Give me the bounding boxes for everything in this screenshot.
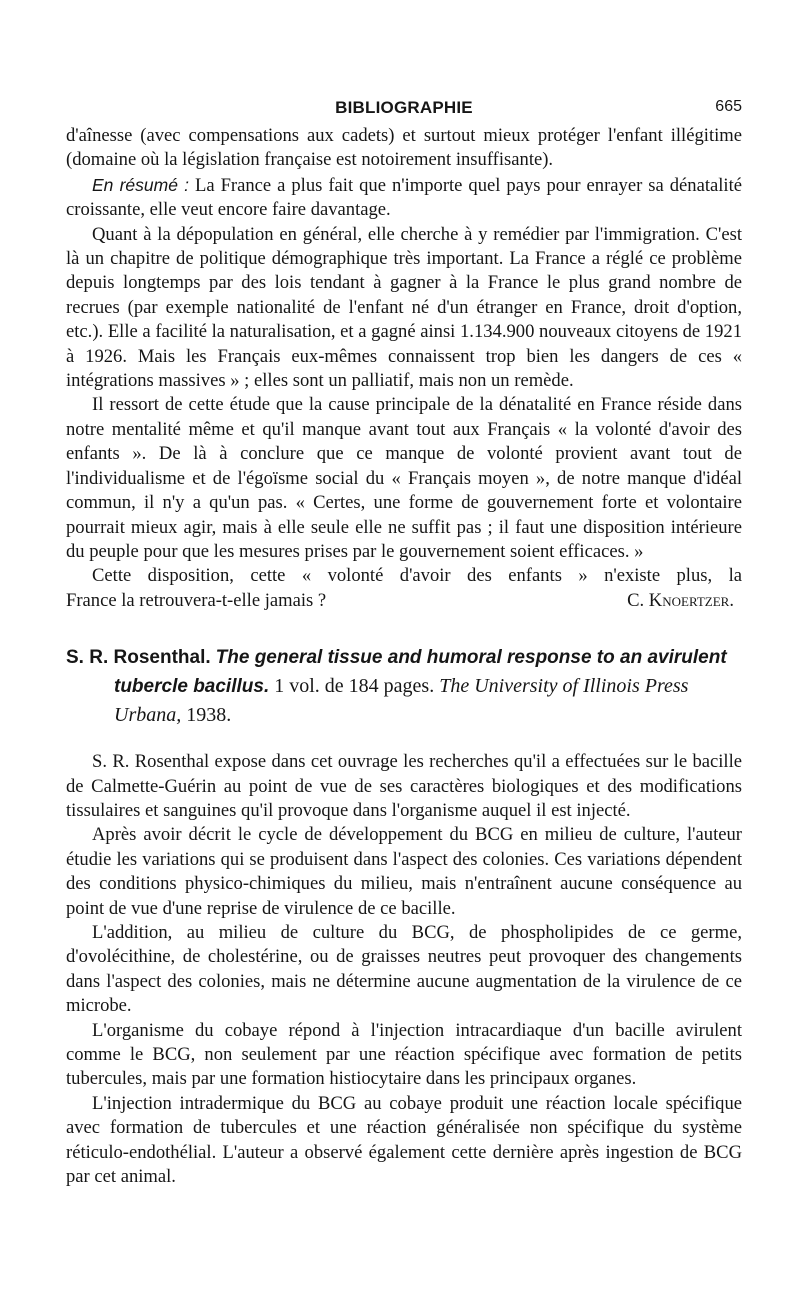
closing-line (66, 589, 742, 613)
review1-paragraph-2 (66, 173, 742, 223)
summary-text: La France a plus fait que n'importe quel pays pour enrayer sa dénatalité croissante, elle veut encore faire davantage. (66, 174, 742, 221)
entry-year: 1938. (181, 704, 232, 727)
reviewer-signature: C. Knoertzer. (627, 589, 734, 611)
running-header (66, 98, 742, 124)
section-title: BIBLIOGRAPHIE (335, 98, 473, 117)
review2-paragraph-3: L'addition, au milieu de culture du BCG, de phospholipides de ce germe, d'ovolécithine, de cholestérine, ou de graisses neutres peut provoquer des changements dans l'aspect des colonies, mais ne détermine aucune augmentation de la virulence de ce microbe. (66, 921, 742, 1017)
bibliography-entry (66, 643, 742, 729)
review1-paragraph-5: Cette disposition, cette « volonté d'avoir des enfants » n'existe plus, la (92, 565, 742, 587)
summary-lead: En résumé : (92, 174, 190, 195)
review-rosenthal (66, 750, 742, 1189)
review2-paragraph-1: S. R. Rosenthal expose dans cet ouvrage les recherches qu'il a effectuées sur le bacille de Calmette-Guérin au point de vue de ses caractères biologiques et des modifications tissulaires et sanguines qu'il provoque dans l'organisme auquel il est injecté. (66, 751, 742, 821)
closing-question: France la retrouvera-t-elle jamais ? (66, 589, 327, 611)
entry-author: S. R. Rosenthal. (66, 647, 211, 669)
entry-details: 1 vol. de 184 pages. (269, 675, 440, 698)
review2-paragraph-5: L'injection intradermique du BCG au cobaye produit une réaction locale spécifique avec formation de tubercules et une réaction généralisée non spécifique du système réticulo-endothélial. L'auteur a observé également cette dernière après ingestion de BCG par cet animal. (66, 1092, 742, 1188)
page-number: 665 (715, 98, 742, 115)
entry-publisher: The University of Illinois Press Urbana, (114, 675, 689, 727)
review1-paragraph-1: d'aînesse (avec compensations aux cadets) et surtout mieux protéger l'enfant illégitime (domaine où la législation française est notoirement insuffisante). (66, 125, 742, 171)
review1-paragraph-3: Quant à la dépopulation en général, elle cherche à y remédier par l'immigration. C'est là un chapitre de politique démographique très important. La France a réglé ce problème depuis longtemps par des lois tendant à gagner à la France le plus grand nombre de recrues (par exemple nationalité de l'enfant né d'un étranger en France, droit d'option, etc.). Elle a facilité la naturalisation, et a gagné ainsi 1.134.900 nouveaux citoyens de 1921 à 1926. Mais les Français eux-mêmes connaissent trop bien les dangers de ces « intégrations massives » ; elles sont un palliatif, mais non un remède. (66, 223, 742, 392)
review1-paragraph-4: Il ressort de cette étude que la cause principale de la dénatalité en France réside dans notre mentalité même et qu'il manque avant tout aux Français « la volonté d'avoir des enfants ». De là à conclure que ce manque de volonté provient avant tout de l'individualisme et de l'égoïsme social du « Français moyen », de notre manque d'idéal commun, il n'y a qu'un pas. « Certes, une forme de gouvernement forte et volontaire pourrait mieux agir, mais à elle seule elle ne suffit pas ; il faut une disposition intérieure du peuple pour que les mesures prises par le gouvernement soient efficaces. » (66, 394, 742, 562)
review-depopulation (66, 124, 742, 613)
review2-paragraph-2: Après avoir décrit le cycle de développement du BCG en milieu de culture, l'auteur étudie les variations qui se produisent dans l'aspect des colonies. Ces variations dépendent des conditions physico-chimiques du milieu, mais n'entraînent aucune conséquence au point de vue d'une reprise de virulence de ce bacille. (66, 824, 742, 919)
document-page (66, 98, 742, 1189)
review2-paragraph-4: L'organisme du cobaye répond à l'injection intracardiaque d'un bacille avirulent comme le BCG, non seulement par une réaction spécifique avec formation de petits tubercules, mais par une formation histiocytaire dans les principaux organes. (66, 1019, 742, 1090)
entry-title: The general tissue and humoral response to an avirulent tubercle bacillus. (114, 647, 727, 698)
